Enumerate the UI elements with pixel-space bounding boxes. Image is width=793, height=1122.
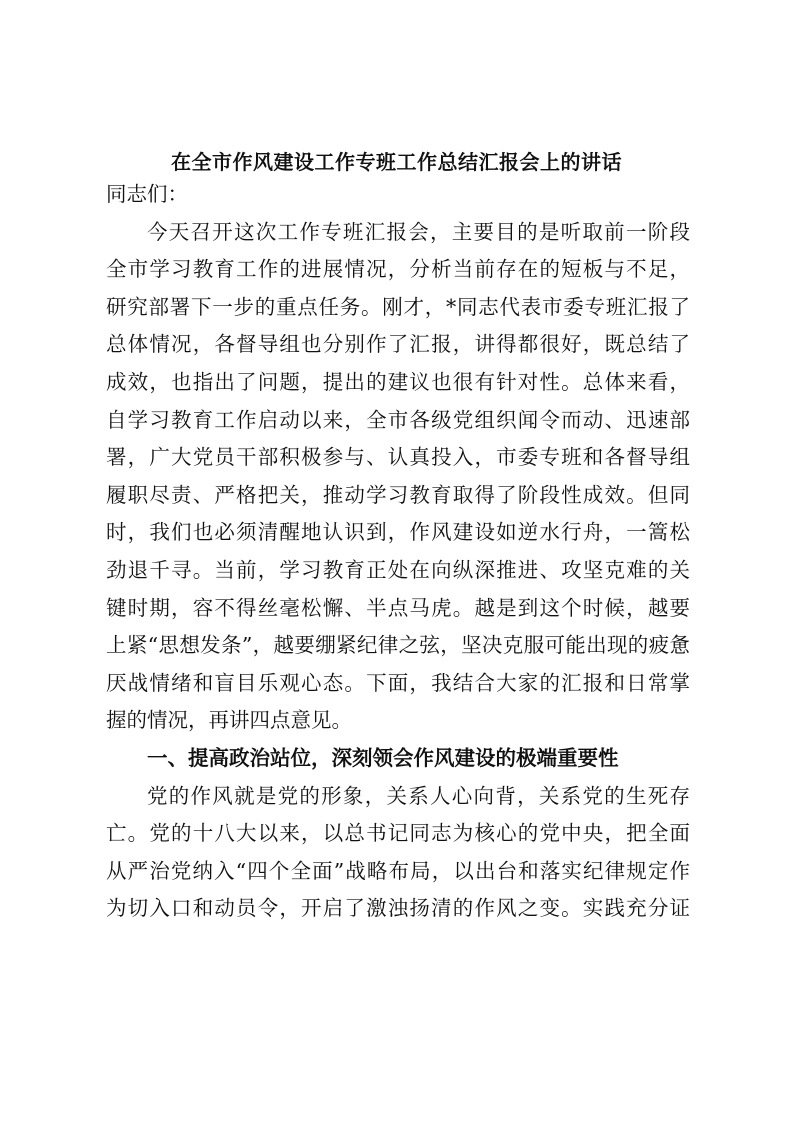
paragraph-line: 键时期，容不得丝毫松懈、半点马虎。越是到这个时候，越要 [106,595,690,620]
paragraph-line: 握的情况，再讲四点意见。 [106,708,352,733]
paragraph-line: 全市学习教育工作的进展情况，分析当前存在的短板与不足， [106,257,690,282]
paragraph-line: 时，我们也必须清醒地认识到，作风建设如逆水行舟，一篙松 [106,520,690,545]
paragraph-line: 履职尽责、严格把关，推动学习教育取得了阶段性成效。但同 [106,482,690,507]
paragraph-line: 研究部署下一步的重点任务。刚才，*同志代表市委专班汇报了 [106,294,690,319]
paragraph-line: 劲退千寻。当前，学习教育正处在向纵深推进、攻坚克难的关 [106,557,690,582]
paragraph-line: 从严治党纳入“四个全面”战略布局，以出台和落实纪律规定作 [106,858,690,883]
paragraph-line: 成效，也指出了问题，提出的建议也很有针对性。总体来看， [106,369,690,394]
paragraph-2 [106,778,690,928]
paragraph-line: 署，广大党员干部积极参与、认真投入，市委专班和各督导组 [106,445,690,470]
paragraph-line: 总体情况，各督导组也分别作了汇报，讲得都很好，既总结了 [106,332,690,357]
document-body [106,176,690,928]
paragraph-line: 亡。党的十八大以来，以总书记同志为核心的党中央，把全面 [106,821,690,846]
paragraph-line: 厌战情绪和盲目乐观心态。下面，我结合大家的汇报和日常掌 [106,670,690,695]
paragraph-line: 上紧“思想发条”，越要绷紧纪律之弦，坚决克服可能出现的疲惫 [106,633,690,658]
paragraph-line: 自学习教育工作启动以来，全市各级党组织闻令而动、迅速部 [106,407,690,432]
paragraph-line: 党的作风就是党的形象，关系人心向背，关系党的生死存 [147,783,690,808]
paragraph-line: 为切入口和动员令，开启了激浊扬清的作风之变。实践充分证 [106,896,690,921]
salutation: 同志们： [106,182,188,206]
paragraph-line: 今天召开这次工作专班汇报会，主要目的是听取前一阶段 [147,219,690,244]
document-title: 在全市作风建设工作专班工作总结汇报会上的讲话 [171,150,622,174]
paragraph-1 [106,214,690,740]
section-heading-1: 一、提高政治站位，深刻领会作风建设的极端重要性 [147,745,619,770]
